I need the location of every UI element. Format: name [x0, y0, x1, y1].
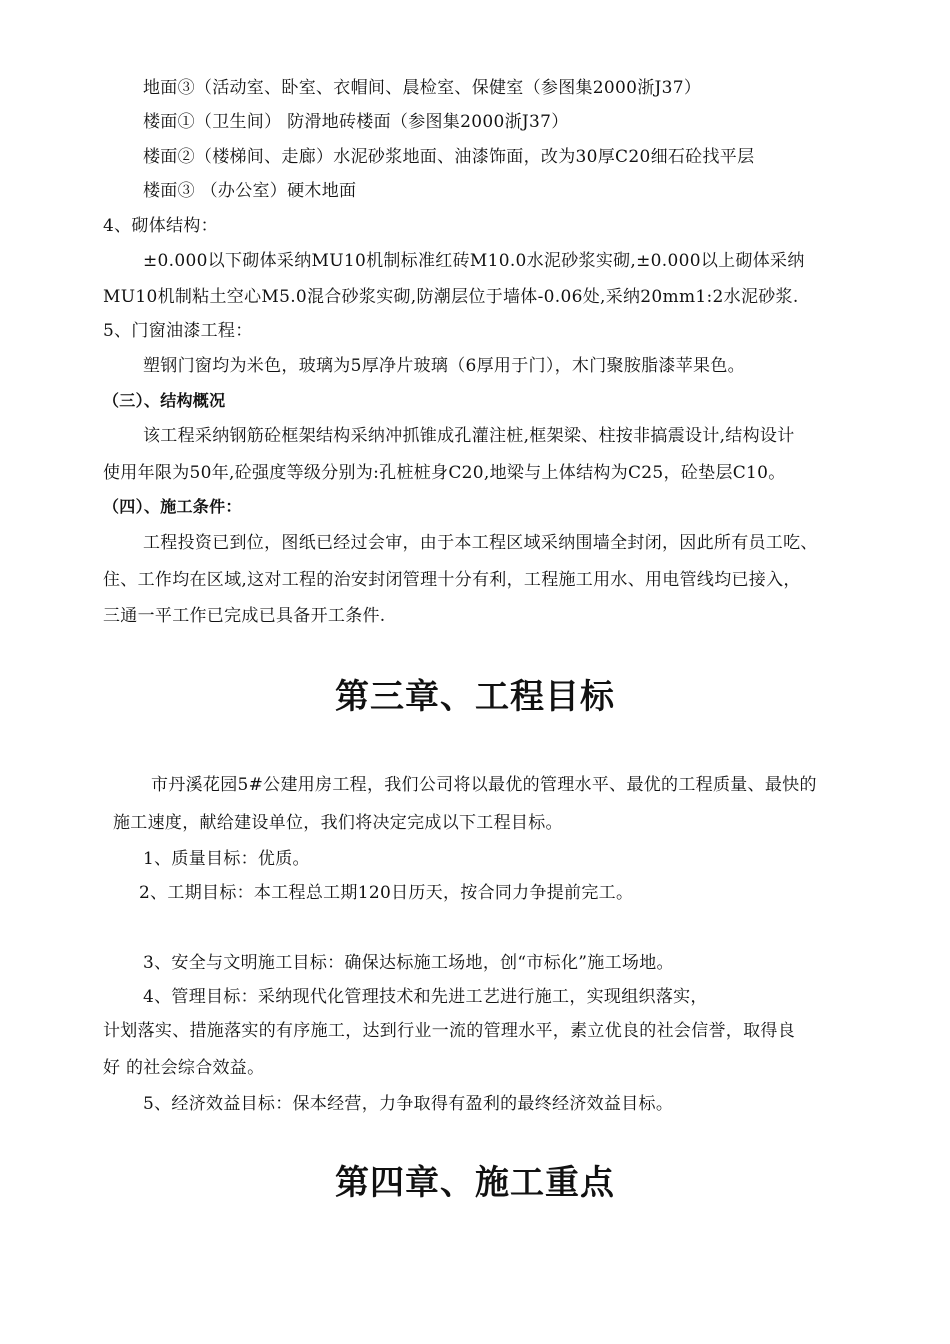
goal-management-3: 好 的社会综合效益。 [103, 1058, 265, 1078]
floor-line-3: 楼面②（楼梯间、走廊）水泥砂浆地面、油漆饰面，改为30厚C20细石砼找平层 [143, 147, 755, 167]
goal-quality: 1、质量目标：优质。 [143, 849, 310, 869]
floor-line-2: 楼面①（卫生间） 防滑地砖楼面（参图集2000浙J37） [143, 112, 569, 132]
part3-text-1: 该工程采纳钢筋砼框架结构采纳冲抓锥成孔灌注桩,框架梁、柱按非搞震设计,结构设计 [143, 426, 795, 446]
part4-text-1: 工程投资已到位，图纸已经过会审，由于本工程区域采纳围墙全封闭，因此所有员工吃、 [143, 533, 818, 553]
item4-text-1: ±0.000以下砌体采纳MU10机制标准红砖M10.0水泥砂浆实砌,±0.000以上砌体采纳 [143, 251, 805, 271]
chapter3-intro-1: 市丹溪花园5#公建用房工程，我们公司将以最优的管理水平、最优的工程质量、最快的 [151, 775, 817, 795]
item4-title: 4、砌体结构： [103, 216, 218, 236]
part4-text-2: 住、工作均在区域,这对工程的治安封闭管理十分有利，工程施工用水、用电管线均已接入， [103, 570, 801, 590]
part3-text-2: 使用年限为50年,砼强度等级分别为:孔桩桩身C20,地梁与上体结构为C25，砼垫层C10。 [103, 463, 786, 483]
part3-heading: （三）、结构概况 [103, 391, 226, 410]
item5-title: 5、门窗油漆工程： [103, 321, 253, 341]
item4-text-2: MU10机制粘土空心M5.0混合砂浆实砌,防潮层位于墙体-0.06处,采纳20mm1:2水泥砂浆. [103, 287, 799, 307]
goal-schedule: 2、工期目标：本工程总工期120日历天，按合同力争提前完工。 [139, 883, 634, 903]
chapter3-title: 第三章、工程目标 [335, 677, 615, 717]
floor-line-1: 地面③（活动室、卧室、衣帽间、晨检室、保健室（参图集2000浙J37） [143, 78, 702, 98]
part4-text-3: 三通一平工作已完成已具备开工条件. [103, 606, 386, 626]
part4-heading: （四）、施工条件： [103, 497, 242, 516]
chapter4-title: 第四章、施工重点 [335, 1163, 615, 1203]
floor-line-4: 楼面③ （办公室）硬木地面 [143, 181, 357, 201]
goal-economic: 5、经济效益目标：保本经营，力争取得有盈利的最终经济效益目标。 [143, 1094, 674, 1114]
goal-management-2: 计划落实、措施落实的有序施工，达到行业一流的管理水平，素立优良的社会信誉，取得良 [103, 1021, 795, 1041]
goal-safety: 3、安全与文明施工目标：确保达标施工场地，创“市标化”施工场地。 [143, 953, 674, 973]
goal-management-1: 4、管理目标：采纳现代化管理技术和先进工艺进行施工，实现组织落实， [143, 987, 708, 1007]
chapter3-intro-2: 施工速度，献给建设单位，我们将决定完成以下工程目标。 [113, 813, 563, 833]
item5-text: 塑钢门窗均为米色，玻璃为5厚净片玻璃（6厚用于门），木门聚胺脂漆苹果色。 [143, 356, 745, 376]
